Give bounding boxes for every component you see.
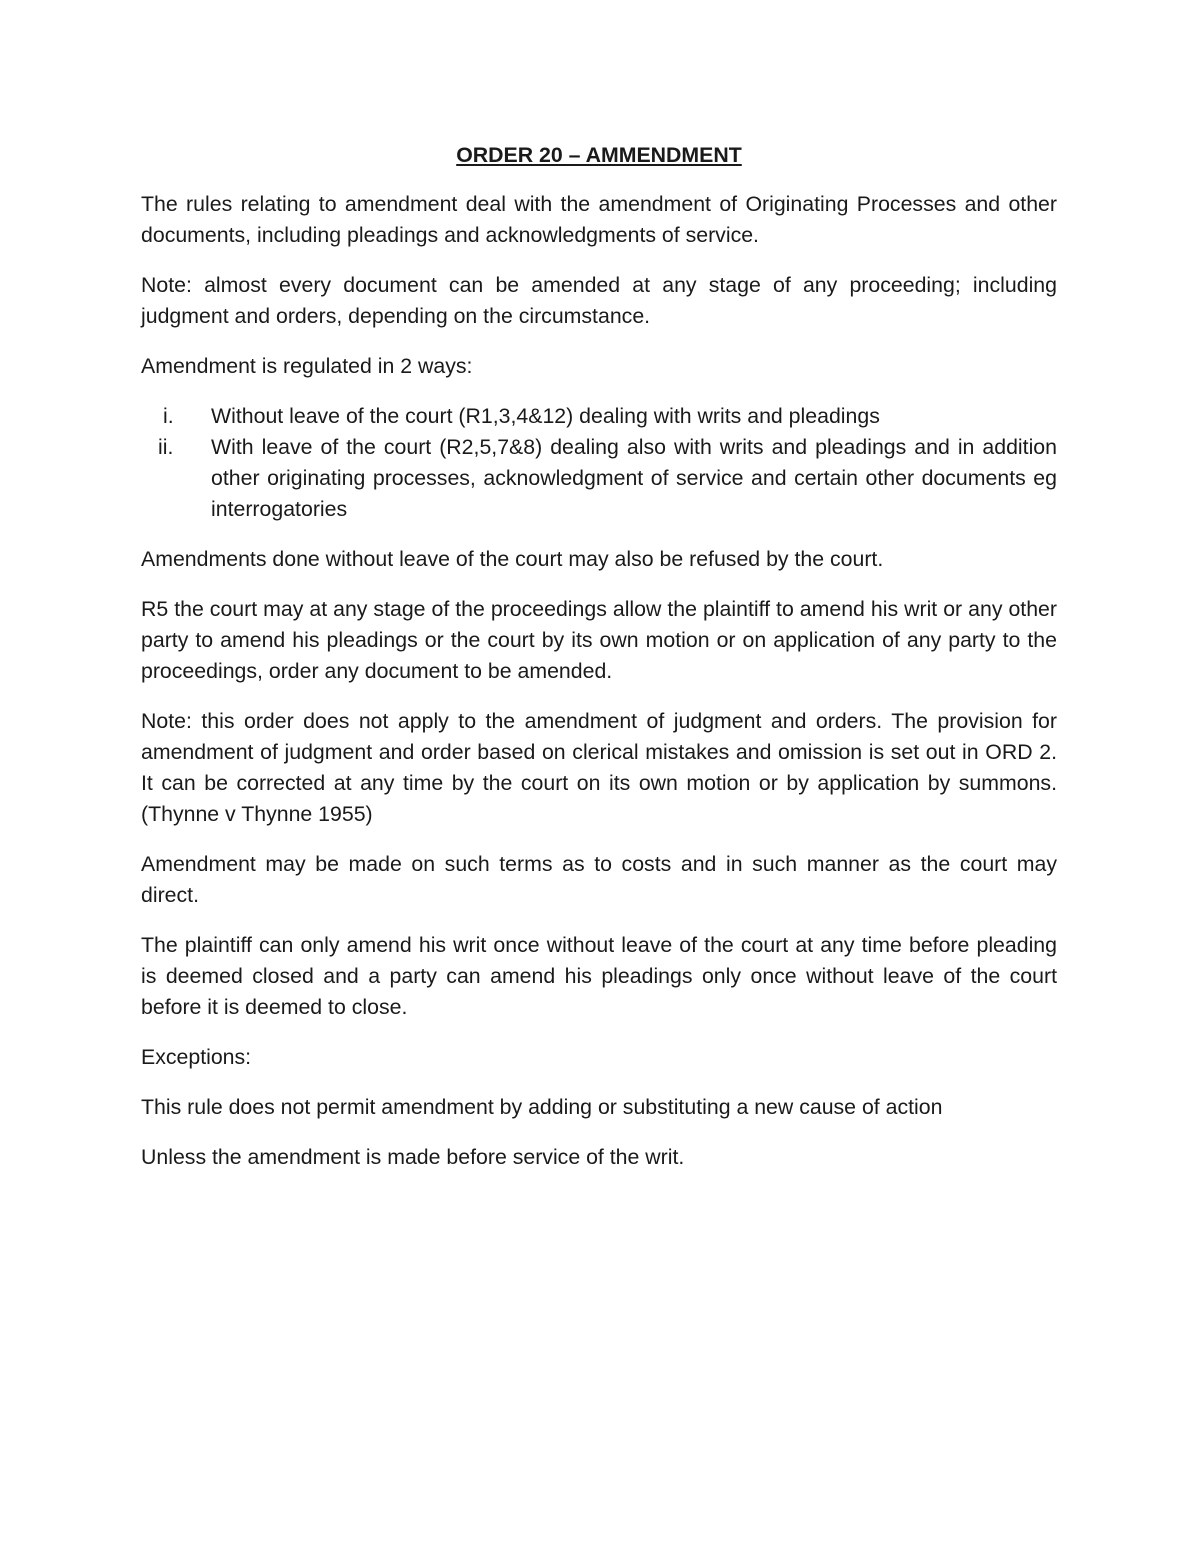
paragraph-rule-5: R5 the court may at any stage of the proceedings allow the plaintiff to amend his writ or any other party to amend his pleadings or the court by its own motion or on application of any party to the proceedings, order any document to be amended. [141,597,1057,683]
list-item [141,432,1057,525]
list-item-marker: ii. [158,435,174,459]
paragraph-refusal: Amendments done without leave of the court may also be refused by the court. [141,547,884,571]
document-title: ORDER 20 – AMMENDMENT [456,143,742,167]
paragraph-scope: The rules relating to amendment deal with the amendment of Originating Processes and other documents, including pleadings and acknowledgments of service. [141,192,1057,247]
regulation-list [141,401,1057,525]
paragraph-note-amendable: Note: almost every document can be amended at any stage of any proceeding; including judgment and orders, depending on the circumstance. [141,273,1057,328]
paragraph-regulated-ways: Amendment is regulated in 2 ways: [141,354,473,378]
paragraph-exception-unless: Unless the amendment is made before service of the writ. [141,1145,685,1169]
paragraph-note-judgment: Note: this order does not apply to the amendment of judgment and orders. The provision for amendment of judgment and order based on clerical mistakes and omission is set out in ORD 2. It can be corrected at any time by the court on its own motion or by application by summons. (Thynne v Thynne 1955) [141,709,1057,826]
paragraph-amend-once: The plaintiff can only amend his writ once without leave of the court at any time before pleading is deemed closed and a party can amend his pleadings only once without leave of the court before it is deemed to close. [141,933,1057,1019]
list-item-text: Without leave of the court (R1,3,4&12) dealing with writs and pleadings [211,404,880,428]
paragraph-terms-costs: Amendment may be made on such terms as to costs and in such manner as the court may direct. [141,852,1057,907]
list-item-marker: i. [163,404,174,428]
paragraph-exceptions-heading: Exceptions: [141,1045,252,1069]
paragraph-exception-rule: This rule does not permit amendment by adding or substituting a new cause of action [141,1095,943,1119]
document-body [141,140,1057,1192]
list-item [141,401,1057,432]
list-item-text: With leave of the court (R2,5,7&8) dealing also with writs and pleadings and in addition other originating processes, acknowledgment of service and certain other documents eg interrogatories [211,435,1057,521]
